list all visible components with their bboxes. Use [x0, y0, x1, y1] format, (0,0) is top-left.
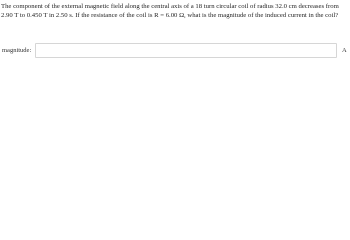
- question-line-1: The component of the external magnetic field along the central axis of a 18 turn circular coil of radius 32.0 cm decreases from: [1, 3, 339, 10]
- answer-row: [0, 43, 350, 59]
- question-line-2: 2.90 T to 0.450 T in 2.50 s. If the resistance of the coil is R = 6.00 Ω, what is the magnitude of the induced current in the coil?: [1, 12, 339, 19]
- question-text: [1, 2, 350, 20]
- unit-label: A: [342, 47, 347, 54]
- magnitude-label: magnitude:: [2, 47, 32, 54]
- magnitude-input[interactable]: [35, 43, 337, 58]
